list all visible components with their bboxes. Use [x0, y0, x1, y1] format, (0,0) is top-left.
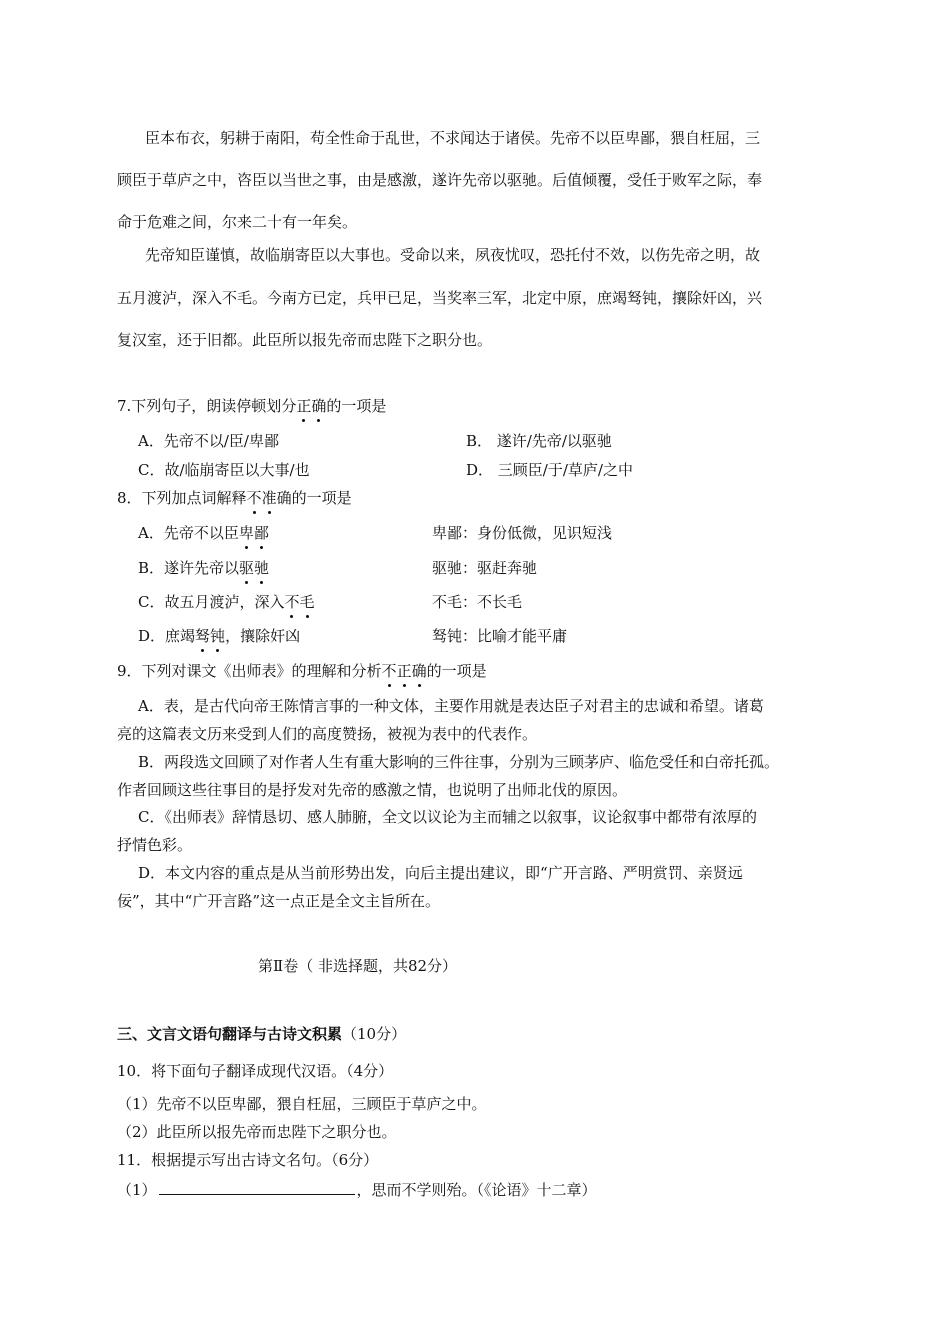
q9-option-c-line2: 抒情色彩。 [117, 836, 193, 854]
q9-option-b-line2: 作者回顾这些往事目的是抒发对先帝的感激之情，也说明了出师北伐的原因。 [117, 781, 628, 799]
q11-item-1-text: ，思而不学则殆。（《论语》十二章） [356, 1181, 597, 1199]
part2-title: 第Ⅱ卷（ 非选择题，共82分） [258, 957, 458, 975]
q8-emphasis-char: 鄙 [253, 524, 269, 542]
q9-option-a-line2: 亮的这篇表文历来受到人们的高度赞扬，被视为表中的代表作。 [117, 725, 538, 743]
q8-option-d-text: D．庶竭 [138, 627, 196, 645]
q9-emphasis-char: 确 [411, 662, 427, 680]
q8-emphasis-char: 卑 [238, 524, 254, 542]
q8-emphasis-char: 不 [284, 593, 300, 611]
q8-option-b-definition: 驱驰：驱赶奔驰 [432, 559, 538, 577]
q9-option-d-line1: D．本文内容的重点是从当前形势出发，向后主提出建议，即“广开言路、严明赏罚、亲贤远 [138, 864, 743, 882]
q7-emphasis-char: 确 [311, 397, 327, 415]
q8-emphasis-char: 驽 [195, 627, 211, 645]
q9-option-d-line2: 佞”，其中“广开言路”这一点正是全文主旨所在。 [117, 892, 441, 910]
q8-option-a-definition: 卑鄙：身份低微，见识短浅 [432, 524, 613, 542]
passage-p2-line2: 五月渡泸，深入不毛。今南方已定，兵甲已足，当奖率三军，北定中原，庶竭驽钝，攘除奸凶，兴 [117, 289, 763, 307]
q8-option-d-definition: 驽钝：比喻才能平庸 [432, 627, 568, 645]
q8-emphasis-char: 不 [246, 489, 262, 507]
q7-emphasis-char: 正 [296, 397, 312, 415]
passage-p1-line3: 命于危难之间，尔来二十有一年矣。 [117, 213, 358, 231]
q8-stem-end: 确的一项是 [276, 489, 352, 507]
q8-option-a [138, 523, 269, 543]
q8-emphasis-char: 准 [261, 489, 277, 507]
q8-stem-text: 8．下列加点词解释 [117, 489, 247, 507]
passage-p2-line3: 复汉室，还于旧都。此臣所以报先帝而忠陛下之职分也。 [117, 331, 493, 349]
section3-heading [117, 1024, 406, 1044]
q8-stem [117, 488, 352, 508]
q9-stem-text: 9．下列对课文《出师表》的理解和分析 [117, 662, 382, 680]
answer-blank[interactable] [159, 1178, 355, 1195]
q9-stem-end: 的一项是 [426, 662, 487, 680]
q10-sentence-2: （2）此臣所以报先帝而忠陛下之职分也。 [117, 1123, 397, 1141]
q8-option-c [138, 592, 315, 612]
passage-p2-line1: 先帝知臣谨慎，故临崩寄臣以大事也。受命以来，夙夜忧叹，恐托付不效，以伤先帝之明，故 [145, 246, 761, 264]
q9-emphasis-char: 正 [396, 662, 412, 680]
q8-option-b-text: B．遂许先帝以 [138, 559, 240, 577]
q7-option-c: C．故/临崩寄臣以大事/也 [138, 461, 310, 479]
q8-emphasis-char: 钝 [210, 627, 226, 645]
q8-option-d-text-end: ，攘除奸凶 [225, 627, 301, 645]
q11-stem: 11．根据提示写出古诗文名句。（6分） [117, 1151, 379, 1169]
q8-option-d [138, 626, 300, 646]
q8-option-b [138, 558, 269, 578]
q8-option-c-definition: 不毛：不长毛 [432, 593, 523, 611]
q8-option-a-text: A．先帝不以臣 [138, 524, 239, 542]
q7-stem-end: 的一项是 [326, 397, 387, 415]
q9-stem [117, 661, 487, 681]
q8-emphasis-char: 驱 [239, 559, 255, 577]
q8-emphasis-char: 驰 [254, 559, 270, 577]
q11-item-1 [117, 1178, 597, 1200]
q7-option-d: D． 三顾臣/于/草庐/之中 [466, 461, 633, 479]
q7-option-b: B． 遂许/先帝/以驱驰 [466, 432, 612, 450]
passage-p1-line1: 臣本布衣，躬耕于南阳，苟全性命于乱世，不求闻达于诸侯。先帝不以臣卑鄙，猥自枉屈，三 [145, 129, 761, 147]
q9-option-c-line1: C．《出师表》辞情恳切、感人肺腑，全文以议论为主而辅之以叙事，议论叙事中都带有浓厚的 [138, 808, 757, 826]
section3-score: （10分） [342, 1025, 407, 1043]
q10-stem: 10．将下面句子翻译成现代汉语。（4分） [117, 1062, 394, 1080]
q7-stem [117, 396, 386, 416]
q8-emphasis-char: 毛 [299, 593, 315, 611]
q10-sentence-1: （1）先帝不以臣卑鄙，猥自枉屈，三顾臣于草庐之中。 [117, 1095, 487, 1113]
q9-option-b-line1: B．两段选文回顾了对作者人生有重大影响的三件往事，分别为三顾茅庐、临危受任和白帝托孤。 [138, 753, 780, 771]
passage-p1-line2: 顾臣于草庐之中，咨臣以当世之事，由是感激，遂许先帝以驱驰。后值倾覆，受任于败军之际，奉 [117, 171, 763, 189]
q9-option-a-line1: A．表，是古代向帝王陈情言事的一种文体，主要作用就是表达臣子对君主的忠诚和希望。诸葛 [138, 697, 764, 715]
section3-title: 三、文言文语句翻译与古诗文积累 [117, 1025, 343, 1043]
q7-stem-text: 7.下列句子，朗读停顿划分 [117, 397, 297, 415]
q9-emphasis-char: 不 [381, 662, 397, 680]
q11-item-1-number: （1） [117, 1181, 157, 1199]
q7-option-a: A．先帝不以/臣/卑鄙 [138, 432, 279, 450]
q8-option-c-text: C．故五月渡泸，深入 [138, 593, 285, 611]
